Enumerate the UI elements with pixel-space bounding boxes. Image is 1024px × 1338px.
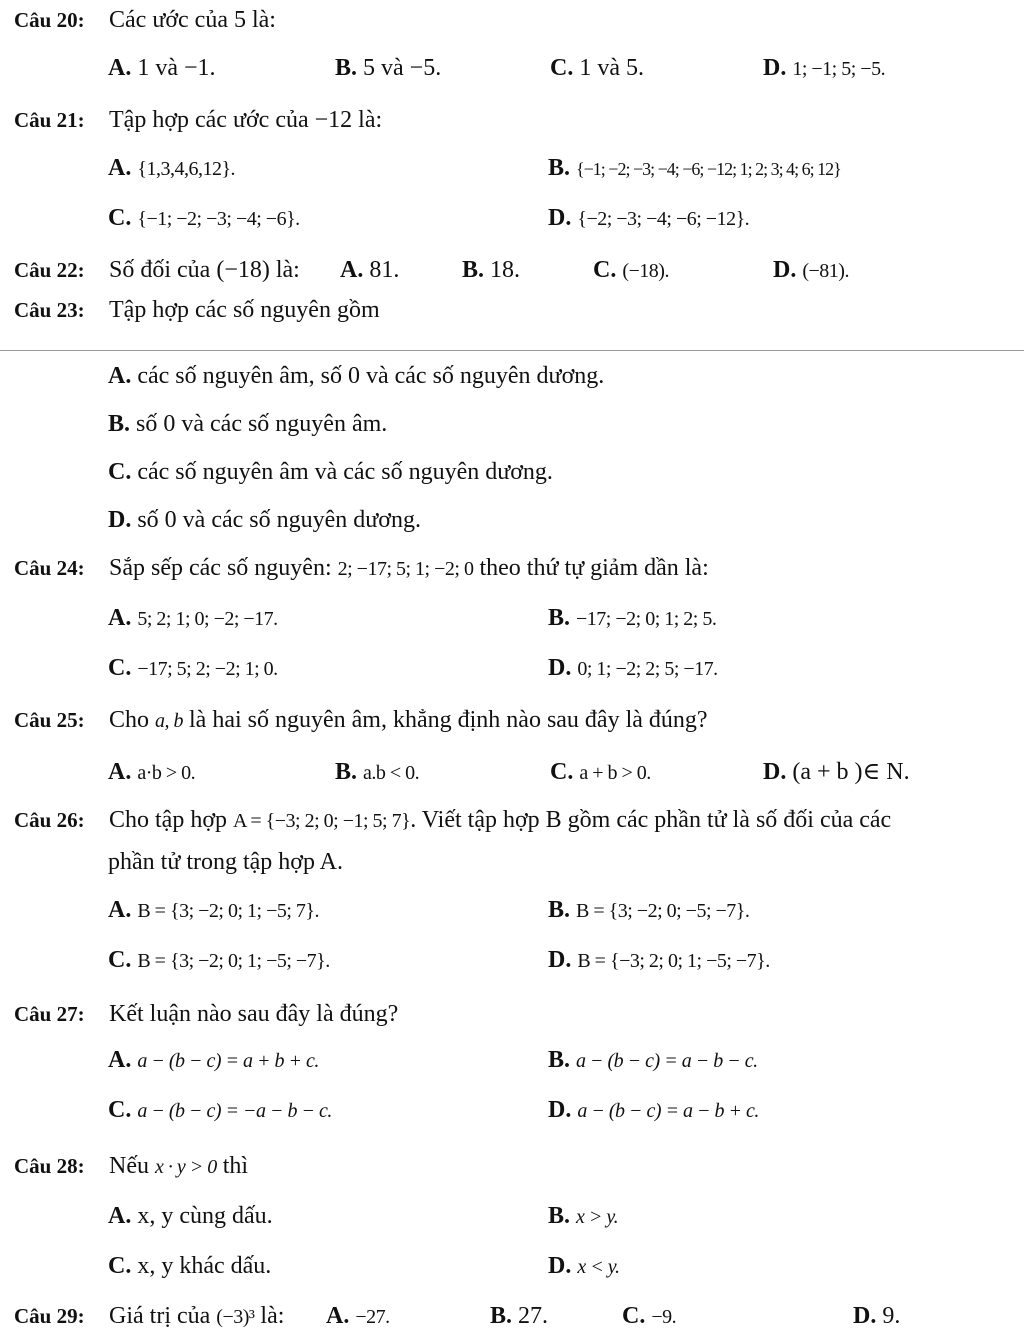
question-text: Cho: [109, 707, 150, 733]
option-a[interactable]: A. 1 và −1.: [108, 55, 216, 81]
option-a[interactable]: A. 81.: [340, 257, 400, 283]
question-text: Sắp sếp các số nguyên:: [109, 555, 332, 581]
question-number: Câu 21:: [14, 108, 85, 132]
question-24: [14, 552, 709, 585]
question-number: Câu 27:: [14, 1002, 85, 1026]
option-c[interactable]: C. x, y khác dấu.: [108, 1253, 272, 1279]
option-b[interactable]: B. số 0 và các số nguyên âm.: [108, 411, 388, 437]
question-text-2: . Viết tập hợp B gồm các phần tử là số đối của các: [410, 807, 892, 833]
option-a[interactable]: A. các số nguyên âm, số 0 và các số nguyên dương.: [108, 363, 605, 389]
question-text: Các ước của 5 là:: [109, 7, 276, 33]
question-28: [14, 1150, 248, 1183]
question-math: a, b: [155, 710, 184, 732]
option-b[interactable]: B. x > y.: [548, 1203, 619, 1229]
question-21: [14, 104, 382, 136]
question-number: Câu 26:: [14, 808, 85, 832]
option-a[interactable]: A. x, y cùng dấu.: [108, 1203, 273, 1229]
question-number: Câu 23:: [14, 298, 85, 322]
option-b[interactable]: B. {−1; −2; −3; −4; −6; −12; 1; 2; 3; 4; 6; 12}: [548, 155, 841, 181]
question-math: (−3)³: [216, 1306, 255, 1328]
option-b[interactable]: B. a.b < 0.: [335, 759, 420, 785]
question-text-3: phần tử trong tập hợp A.: [108, 849, 344, 875]
question-23: [14, 294, 380, 326]
option-d[interactable]: D. (−81).: [773, 257, 849, 283]
option-c[interactable]: C. B = {3; −2; 0; 1; −5; −7}.: [108, 947, 330, 973]
option-b[interactable]: B. 5 và −5.: [335, 55, 442, 81]
question-text-2: theo thứ tự giảm dần là:: [479, 555, 709, 581]
option-c[interactable]: C. các số nguyên âm và các số nguyên dương.: [108, 459, 553, 485]
option-c[interactable]: C. a + b > 0.: [550, 759, 651, 785]
question-text: Tập hợp các số nguyên gồm: [109, 297, 380, 323]
question-text: Giá trị của: [109, 1303, 211, 1329]
question-number: Câu 25:: [14, 708, 85, 732]
option-c[interactable]: C. 1 và 5.: [550, 55, 644, 81]
question-29: [14, 1300, 284, 1333]
question-text: Kết luận nào sau đây là đúng?: [109, 1001, 399, 1027]
question-number: Câu 20:: [14, 8, 85, 32]
question-text: Số đối của (−18) là:: [109, 257, 300, 283]
option-c[interactable]: C. {−1; −2; −3; −4; −6}.: [108, 205, 300, 231]
option-a[interactable]: A. a − (b − c) = a + b + c.: [108, 1047, 319, 1073]
option-c[interactable]: C. −17; 5; 2; −2; 1; 0.: [108, 655, 278, 681]
option-d[interactable]: D. B = {−3; 2; 0; 1; −5; −7}.: [548, 947, 770, 973]
question-number: Câu 28:: [14, 1154, 85, 1178]
option-b[interactable]: B. 27.: [490, 1303, 549, 1329]
option-a[interactable]: A. {1,3,4,6,12}.: [108, 155, 236, 181]
option-b[interactable]: B. 18.: [462, 257, 521, 283]
option-a[interactable]: A. a·b > 0.: [108, 759, 196, 785]
question-25: [14, 704, 708, 737]
question-number: Câu 24:: [14, 556, 85, 580]
question-number: Câu 22:: [14, 258, 85, 282]
option-d[interactable]: D. a − (b − c) = a − b + c.: [548, 1097, 759, 1123]
option-b[interactable]: B. −17; −2; 0; 1; 2; 5.: [548, 605, 717, 631]
option-b[interactable]: B. a − (b − c) = a − b − c.: [548, 1047, 758, 1073]
option-d[interactable]: D. x < y.: [548, 1253, 620, 1279]
option-c[interactable]: C. −9.: [622, 1303, 677, 1329]
question-text: Cho tập hợp: [109, 807, 228, 833]
option-d[interactable]: D. {−2; −3; −4; −6; −12}.: [548, 205, 750, 231]
question-math: 2; −17; 5; 1; −2; 0: [337, 558, 474, 580]
option-d[interactable]: D. 1; −1; 5; −5.: [763, 55, 886, 81]
question-text-2: thì: [222, 1153, 249, 1179]
question-math: A = {−3; 2; 0; −1; 5; 7}: [233, 810, 411, 832]
question-number: Câu 29:: [14, 1304, 85, 1328]
option-d[interactable]: D. 9.: [853, 1303, 901, 1329]
option-a[interactable]: A. 5; 2; 1; 0; −2; −17.: [108, 605, 278, 631]
question-text: Nếu: [109, 1153, 149, 1179]
option-d[interactable]: D. số 0 và các số nguyên dương.: [108, 507, 421, 533]
option-d[interactable]: D. 0; 1; −2; 2; 5; −17.: [548, 655, 718, 681]
option-b[interactable]: B. B = {3; −2; 0; −5; −7}.: [548, 897, 750, 923]
option-d[interactable]: D. (a + b )∈ N.: [763, 759, 910, 785]
option-a[interactable]: A. B = {3; −2; 0; 1; −5; 7}.: [108, 897, 320, 923]
option-c[interactable]: C. a − (b − c) = −a − b − c.: [108, 1097, 332, 1123]
option-a[interactable]: A. −27.: [326, 1303, 390, 1329]
question-text: Tập hợp các ước của −12 là:: [109, 107, 383, 133]
question-text-2: là:: [260, 1303, 285, 1329]
question-22: [14, 254, 300, 286]
question-math: x · y > 0: [154, 1156, 217, 1178]
question-26-continued: [108, 846, 343, 878]
option-c[interactable]: C. (−18).: [593, 257, 669, 283]
question-text-2: là hai số nguyên âm, khẳng định nào sau đây là đúng?: [189, 707, 708, 733]
question-26: [14, 804, 891, 837]
question-27: [14, 998, 398, 1030]
question-20: [14, 4, 276, 36]
page-divider: [0, 350, 1024, 351]
